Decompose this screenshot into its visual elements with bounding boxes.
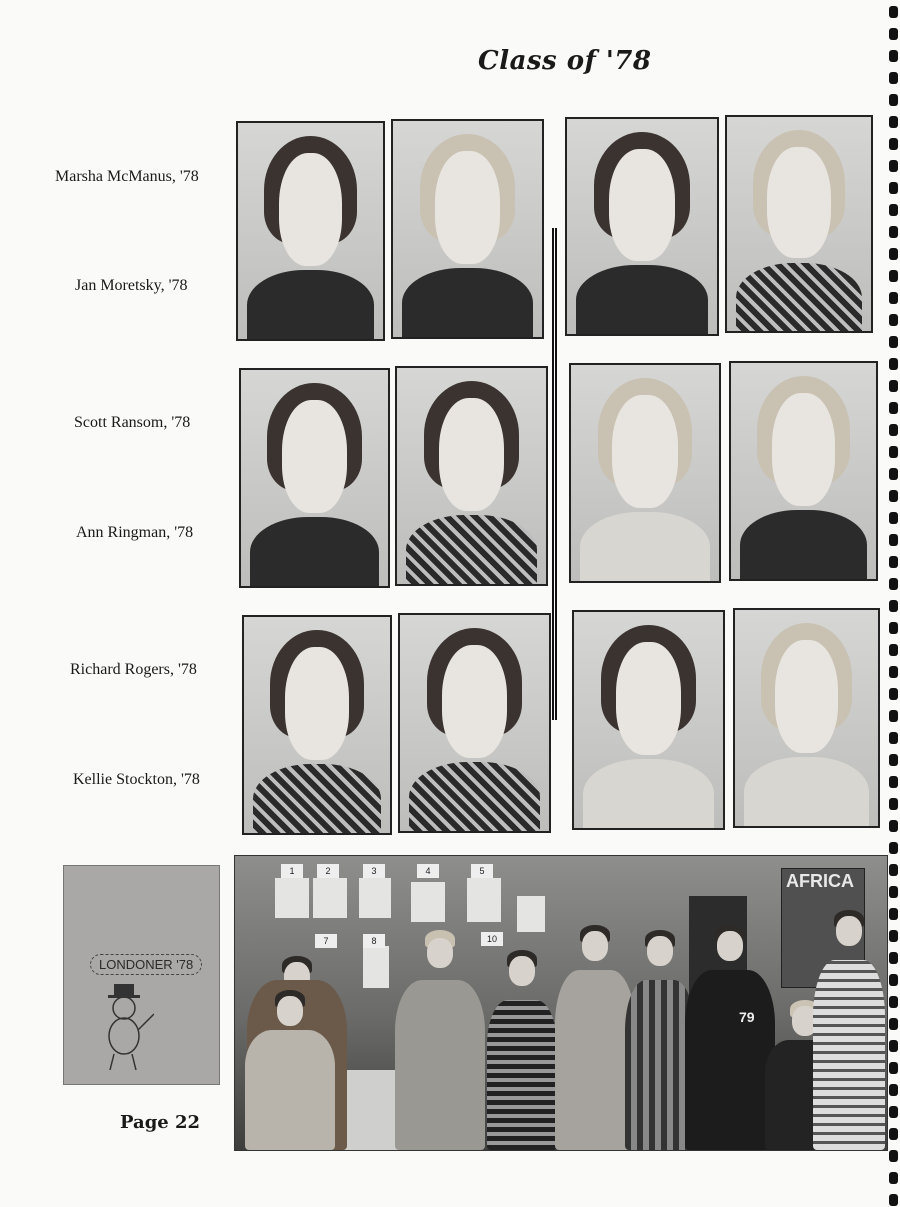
binding-ring [889,402,898,414]
binding-ring [889,182,898,194]
binding-ring [889,336,898,348]
student-figure [813,910,885,1150]
binding-ring [889,908,898,920]
number-card: 5 [471,864,493,878]
binding-ring [889,72,898,84]
binding-ring [889,534,898,546]
binding-ring [889,446,898,458]
name-label: Jan Moretsky, '78 [75,277,188,294]
binding-ring [889,1084,898,1096]
name-label: Richard Rogers, '78 [70,661,197,678]
binding-ring [889,226,898,238]
binding-ring [889,996,898,1008]
poster-text: AFRICA [786,871,854,891]
binding-ring [889,622,898,634]
portrait-photo [242,615,392,835]
portrait-photo [236,121,385,341]
binding-ring [889,248,898,260]
binding-ring [889,28,898,40]
student-figure [487,950,557,1150]
binding-ring [889,820,898,832]
binding-ring [889,424,898,436]
name-label: Marsha McManus, '78 [55,168,199,185]
portrait-photo [729,361,878,581]
binding-ring [889,490,898,502]
binding-ring [889,710,898,722]
bear-mascot-icon [94,984,154,1070]
binding-ring [889,1040,898,1052]
binding-ring [889,6,898,18]
number-card: 7 [315,934,337,948]
portrait-photo [725,115,873,333]
binding-ring [889,292,898,304]
binding-ring [889,160,898,172]
name-label: Ann Ringman, '78 [76,524,194,541]
binding-ring [889,1172,898,1184]
binding-ring [889,688,898,700]
binding-ring [889,1194,898,1206]
logo-text: LONDONER '78 [90,954,202,975]
binding-ring [889,732,898,744]
binding-ring [889,1106,898,1118]
portrait-photo [733,608,880,828]
binding-ring [889,1062,898,1074]
binding-ring [889,1128,898,1140]
student-figure [555,925,635,1150]
binding-ring [889,974,898,986]
binding-ring [889,930,898,942]
portrait-photo [569,363,721,583]
binding-ring [889,468,898,480]
portrait-photo [565,117,719,336]
binding-ring [889,204,898,216]
jacket-number: 79 [739,1009,755,1025]
group-photo [234,855,888,1151]
binding-ring [889,50,898,62]
student-figure [685,925,775,1150]
binding-ring [889,512,898,524]
binding-ring [889,314,898,326]
binding-ring [889,578,898,590]
binding-ring [889,952,898,964]
number-card: 8 [363,934,385,948]
student-figure [245,990,335,1150]
number-card: 4 [417,864,439,878]
binding-ring [889,798,898,810]
binding-ring [889,94,898,106]
binding-ring [889,644,898,656]
londoner-logo [63,865,220,1085]
spiral-binding [886,0,900,1207]
student-figure [395,930,485,1150]
name-label: Scott Ransom, '78 [74,414,191,431]
binding-ring [889,556,898,568]
binding-ring [889,380,898,392]
binding-ring [889,138,898,150]
binding-ring [889,1150,898,1162]
portrait-photo [395,366,548,586]
binding-ring [889,864,898,876]
number-card: 2 [317,864,339,878]
binding-ring [889,270,898,282]
page-number: Page 22 [120,1112,201,1133]
page-title: Class of '78 [478,46,652,76]
portrait-photo [391,119,544,339]
binding-ring [889,776,898,788]
number-card: 1 [281,864,303,878]
portrait-photo [572,610,725,830]
name-label: Kellie Stockton, '78 [73,771,200,788]
binding-ring [889,754,898,766]
column-divider [552,228,557,720]
binding-ring [889,842,898,854]
binding-ring [889,666,898,678]
number-card: 10 [481,932,503,946]
binding-ring [889,600,898,612]
portrait-photo [239,368,390,588]
binding-ring [889,358,898,370]
binding-ring [889,886,898,898]
binding-ring [889,1018,898,1030]
binding-ring [889,116,898,128]
number-card: 3 [363,864,385,878]
portrait-photo [398,613,551,833]
